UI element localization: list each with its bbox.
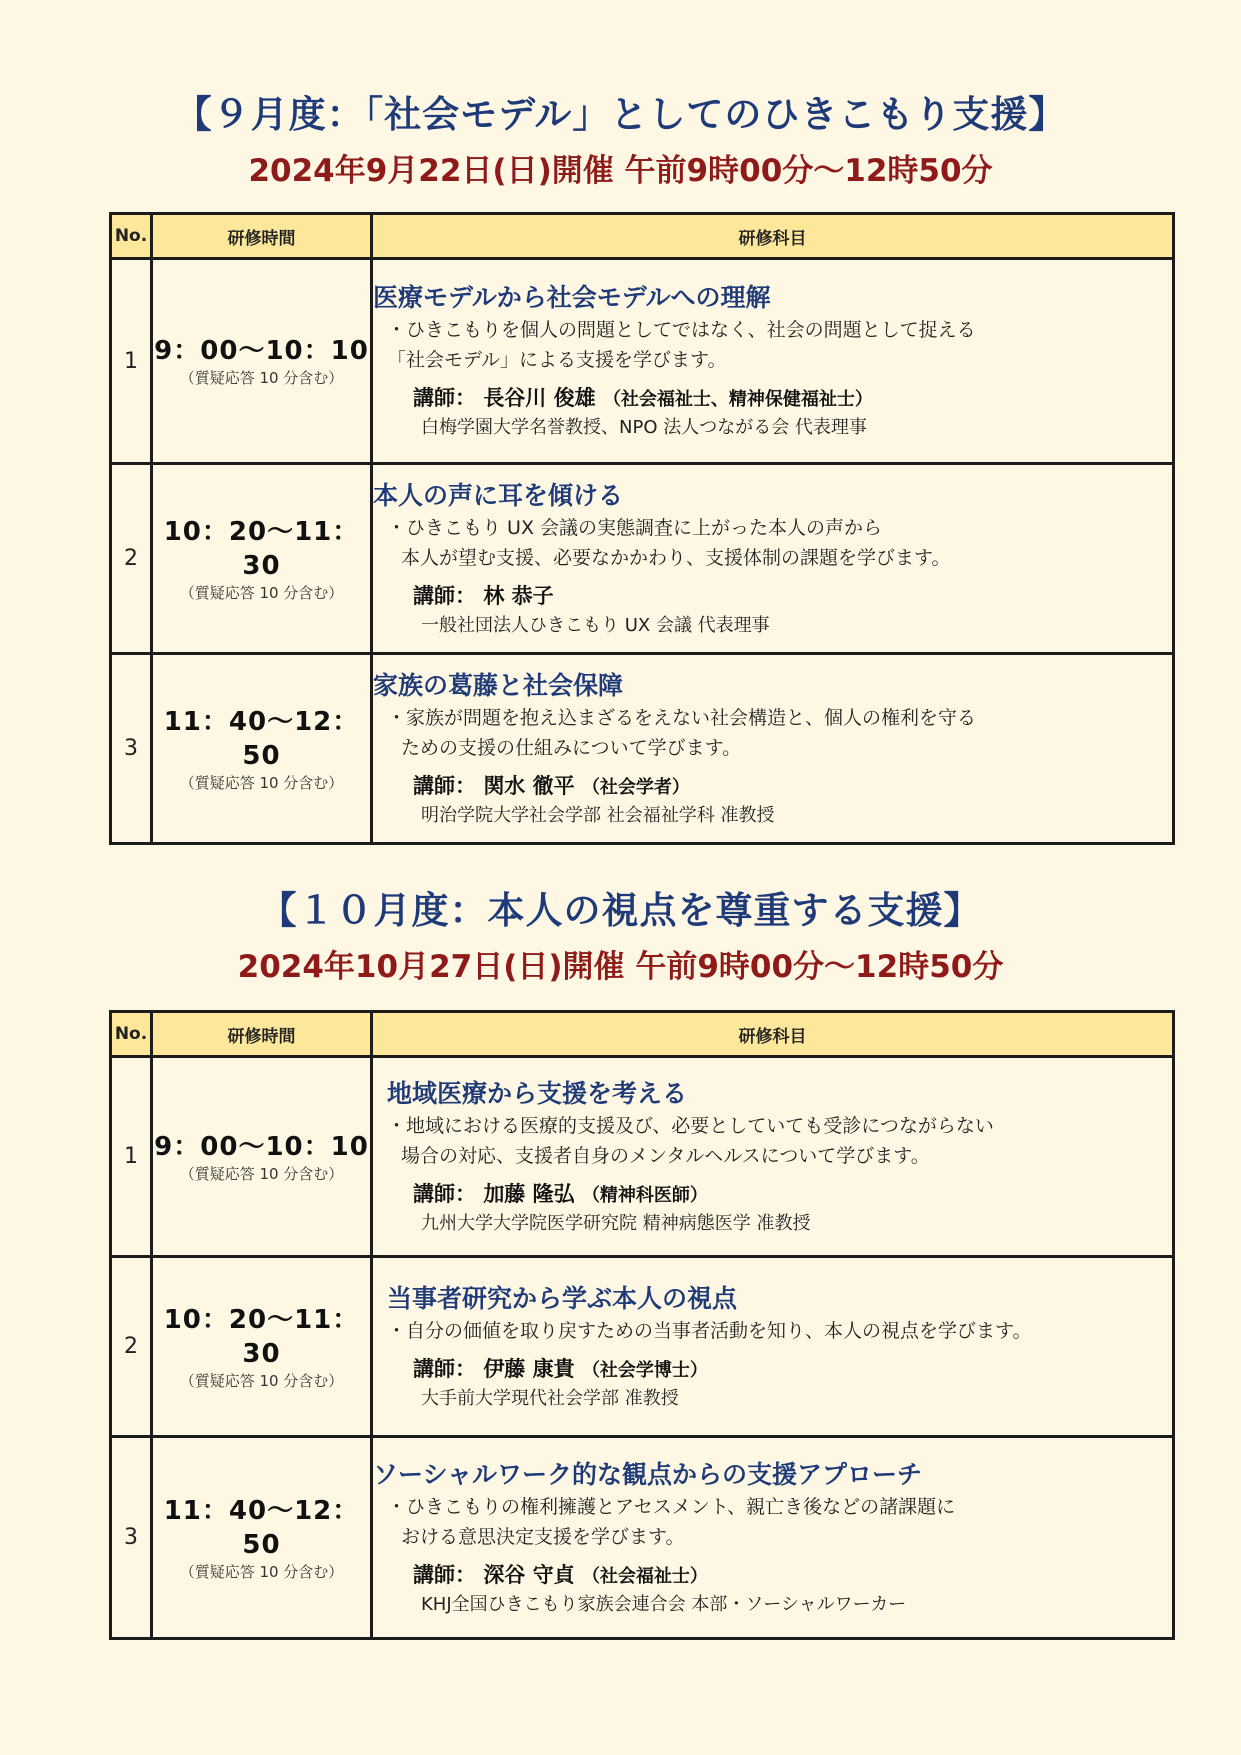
- time-cell: [152, 1057, 372, 1257]
- subject-description: [373, 1316, 1172, 1346]
- lecturer: [373, 1560, 1172, 1592]
- time-cell: [152, 464, 372, 654]
- description-line: 本人が望む支援、必要なかかわり、支援体制の課題を学びます。: [401, 546, 951, 569]
- time-range: 11：40～12：50: [163, 706, 360, 771]
- row-number: 2: [111, 1257, 152, 1437]
- lecturer-name: 加藤 隆弘: [483, 1181, 575, 1206]
- table-row: [111, 654, 1174, 844]
- subject-title: 家族の葛藤と社会保障: [373, 670, 624, 700]
- description-line: ・地域における医療的支援及び、必要としていても受診につながらない: [387, 1114, 994, 1137]
- table-row: [111, 464, 1174, 654]
- lecturer-credential: （社会福祉士、精神保健福祉士）: [602, 389, 873, 410]
- schedule-table: [109, 212, 1175, 845]
- qa-note: （質疑応答 10 分含む）: [179, 1164, 344, 1183]
- description-line: ための支援の仕組みについて学びます。: [401, 736, 742, 759]
- schedule-table: [109, 1010, 1175, 1640]
- subject-cell: [372, 1257, 1174, 1437]
- table-header-row: [111, 214, 1174, 259]
- subject-title: ソーシャルワーク的な観点からの支援アプローチ: [373, 1459, 923, 1489]
- header-no: No.: [111, 1012, 152, 1057]
- lecturer-name: 関水 徹平: [483, 773, 575, 798]
- table-row: [111, 1257, 1174, 1437]
- lecturer-prefix: 講師：: [413, 773, 476, 798]
- subject-title: 本人の声に耳を傾ける: [373, 480, 624, 510]
- description-line: 場合の対応、支援者自身のメンタルヘルスについて学びます。: [401, 1144, 930, 1167]
- lecturer-name: 深谷 守貞: [483, 1562, 575, 1587]
- subject-title: 当事者研究から学ぶ本人の視点: [387, 1283, 738, 1313]
- time-range: 10：20～11：30: [163, 516, 360, 581]
- description-line: ・ひきこもり UX 会議の実態調査に上がった本人の声から: [387, 516, 883, 539]
- table-row: [111, 259, 1174, 464]
- time-cell: [152, 1257, 372, 1437]
- lecturer-affiliation: 一般社団法人ひきこもり UX 会議 代表理事: [421, 614, 770, 636]
- qa-note: （質疑応答 10 分含む）: [179, 773, 344, 792]
- subject-cell: [372, 1057, 1174, 1257]
- row-number: 3: [111, 1437, 152, 1639]
- description-line: ・ひきこもりを個人の問題としてではなく、社会の問題として捉える: [387, 319, 976, 341]
- subject-cell: [372, 654, 1174, 844]
- header-subject: 研修科目: [372, 1012, 1174, 1057]
- description-line: ・家族が問題を抱え込まざるをえない社会構造と、個人の権利を守る: [387, 706, 977, 729]
- subject-description: [373, 315, 1172, 375]
- subject-description: [373, 1111, 1172, 1171]
- subject-cell: [372, 464, 1174, 654]
- section-september: [0, 88, 1241, 826]
- description-line: ・自分の価値を取り戻すための当事者活動を知り、本人の視点を学びます。: [387, 1319, 1032, 1342]
- lecturer-name: 伊藤 康貴: [483, 1356, 575, 1381]
- section-date: 2024年9月22日(日)開催 午前9時00分～12時50分: [248, 153, 993, 189]
- table-row: [111, 1057, 1174, 1257]
- lecturer-affiliation: 大手前大学現代社会学部 准教授: [421, 1387, 679, 1409]
- lecturer: [373, 1354, 1172, 1386]
- lecturer: [373, 581, 1172, 613]
- header-time: 研修時間: [152, 214, 372, 259]
- lecturer-affiliation: 明治学院大学社会学部 社会福祉学科 准教授: [421, 804, 775, 826]
- table-header-row: [111, 1012, 1174, 1057]
- subject-description: [373, 1492, 1172, 1552]
- qa-note: （質疑応答 10 分含む）: [179, 1562, 344, 1581]
- section-october: [0, 884, 1241, 1615]
- lecturer-credential: （社会学者）: [581, 776, 690, 798]
- lecturer-credential: （社会学博士）: [581, 1359, 708, 1381]
- lecturer: [373, 383, 1172, 415]
- time-range: 10：20～11：30: [163, 1304, 360, 1369]
- description-line: 「社会モデル」による支援を学びます。: [387, 349, 727, 371]
- row-number: 3: [111, 654, 152, 844]
- lecturer-credential: （精神科医師）: [581, 1184, 708, 1206]
- time-cell: [152, 259, 372, 464]
- section-title: 【１０月度：本人の視点を尊重する支援】: [259, 889, 982, 932]
- section-title: 【９月度：「社会モデル」としてのひきこもり支援】: [174, 93, 1067, 136]
- lecturer-prefix: 講師：: [413, 386, 476, 410]
- header-no: No.: [111, 214, 152, 259]
- header-time: 研修時間: [152, 1012, 372, 1057]
- lecturer-prefix: 講師：: [413, 1562, 476, 1587]
- lecturer-prefix: 講師：: [413, 1181, 476, 1206]
- subject-title: 医療モデルから社会モデルへの理解: [373, 283, 771, 312]
- time-range: 9：00～10：10: [154, 336, 369, 366]
- row-number: 1: [111, 1057, 152, 1257]
- subject-cell: [372, 1437, 1174, 1639]
- row-number: 2: [111, 464, 152, 654]
- lecturer-name: 林 恭子: [483, 583, 554, 608]
- lecturer-prefix: 講師：: [413, 1356, 476, 1381]
- lecturer-credential: （社会福祉士）: [581, 1565, 708, 1587]
- time-cell: [152, 654, 372, 844]
- header-subject: 研修科目: [372, 214, 1174, 259]
- lecturer-prefix: 講師：: [413, 583, 476, 608]
- subject-description: [373, 513, 1172, 573]
- subject-description: [373, 703, 1172, 763]
- lecturer-affiliation: 九州大学大学院医学研究院 精神病態医学 准教授: [421, 1212, 811, 1234]
- time-range: 11：40～12：50: [163, 1495, 360, 1560]
- description-line: ・ひきこもりの権利擁護とアセスメント、親亡き後などの諸課題に: [387, 1495, 956, 1518]
- time-cell: [152, 1437, 372, 1639]
- lecturer-affiliation: 白梅学園大学名誉教授、NPO 法人つながる会 代表理事: [421, 417, 867, 438]
- subject-title: 地域医療から支援を考える: [387, 1078, 688, 1108]
- description-line: おける意思決定支援を学びます。: [401, 1525, 685, 1548]
- table-row: [111, 1437, 1174, 1639]
- time-range: 9：00～10：10: [154, 1131, 369, 1162]
- qa-note: （質疑応答 10 分含む）: [179, 583, 344, 602]
- lecturer-affiliation: KHJ全国ひきこもり家族会連合会 本部・ソーシャルワーカー: [421, 1593, 907, 1615]
- lecturer: [373, 1179, 1172, 1211]
- lecturer: [373, 771, 1172, 803]
- subject-cell: [372, 259, 1174, 464]
- lecturer-name: 長谷川 俊雄: [483, 386, 596, 410]
- row-number: 1: [111, 259, 152, 464]
- qa-note: （質疑応答 10 分含む）: [179, 369, 344, 387]
- section-date: 2024年10月27日(日)開催 午前9時00分～12時50分: [237, 949, 1004, 985]
- qa-note: （質疑応答 10 分含む）: [179, 1371, 344, 1390]
